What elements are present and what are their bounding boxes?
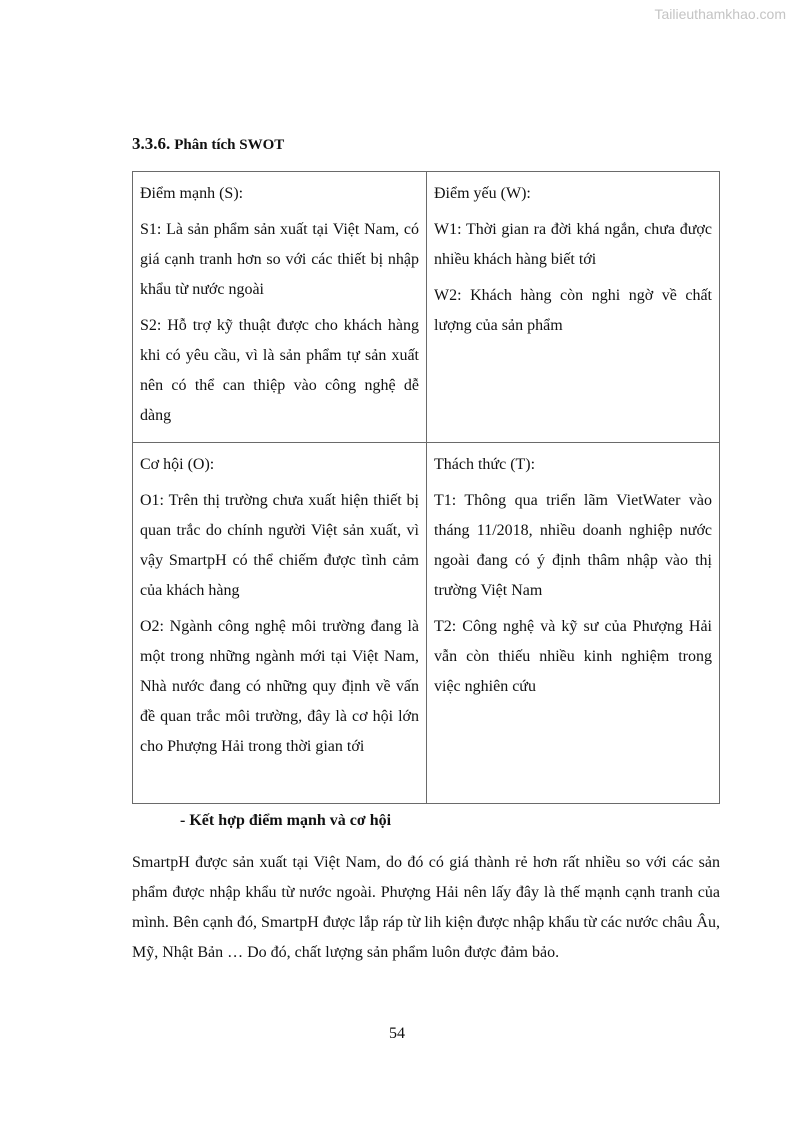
swot-row-internal — [133, 172, 720, 443]
swot-table — [132, 171, 720, 804]
strength-item-s1: S1: Là sản phẩm sản xuất tại Việt Nam, có giá cạnh tranh hơn so với các thiết bị nhập khẩu từ nước ngoài — [140, 221, 419, 298]
swot-cell-threats — [427, 443, 720, 804]
weaknesses-heading: Điểm yếu (W): — [434, 185, 531, 202]
body-paragraph: SmartpH được sản xuất tại Việt Nam, do đó có giá thành rẻ hơn rất nhiều so với các sản phẩm được nhập khẩu từ nước ngoài. Phượng Hải nên lấy đây là thế mạnh cạnh tranh của mình. Bên cạnh đó, SmartpH được lắp ráp từ lih kiện được nhập khẩu từ các nước châu Âu, Mỹ, Nhật Bản … Do đó, chất lượng sản phẩm luôn được đảm bảo. — [132, 854, 720, 961]
section-heading — [132, 134, 284, 154]
swot-row-external — [133, 443, 720, 804]
strength-item-s2: S2: Hỗ trợ kỹ thuật được cho khách hàng khi có yêu cầu, vì là sản phẩm tự sản xuất nên có thể can thiệp vào công nghệ dễ dàng — [140, 317, 419, 424]
page-number: 54 — [389, 1025, 405, 1042]
threat-item-t1: T1: Thông qua triển lãm VietWater vào tháng 11/2018, nhiều doanh nghiệp nước ngoài đang có ý định thâm nhập vào thị trường Việt Nam — [434, 492, 712, 599]
opportunity-item-o1: O1: Trên thị trường chưa xuất hiện thiết bị quan trắc do chính người Việt sản xuất, vì vậy SmartpH có thể chiếm được tình cảm của khách hàng — [140, 492, 419, 599]
opportunity-item-o2: O2: Ngành công nghệ môi trường đang là một trong những ngành mới tại Việt Nam, Nhà nước đang có những quy định về vấn đề quan trắc môi trường, đây là cơ hội lớn cho Phượng Hải trong thời gian tới — [140, 618, 419, 755]
swot-cell-opportunities — [133, 443, 427, 804]
strengths-heading: Điểm mạnh (S): — [140, 185, 244, 202]
weakness-item-w1: W1: Thời gian ra đời khá ngắn, chưa được nhiều khách hàng biết tới — [434, 221, 712, 268]
swot-cell-weaknesses — [427, 172, 720, 443]
section-number: 3.3.6. — [132, 134, 171, 153]
threats-heading: Thách thức (T): — [434, 456, 536, 473]
swot-cell-strengths — [133, 172, 427, 443]
weakness-item-w2: W2: Khách hàng còn nghi ngờ về chất lượng của sản phẩm — [434, 287, 712, 334]
opportunities-heading: Cơ hội (O): — [140, 456, 215, 473]
watermark: Tailieuthamkhao.com — [654, 6, 786, 22]
section-title: Phân tích SWOT — [174, 137, 285, 153]
subheading-strengths-opportunities: - Kết hợp điểm mạnh và cơ hội — [180, 812, 392, 829]
threat-item-t2: T2: Công nghệ và kỹ sư của Phượng Hải vẫn còn thiếu nhiều kinh nghiệm trong việc nghiên cứu — [434, 618, 712, 695]
